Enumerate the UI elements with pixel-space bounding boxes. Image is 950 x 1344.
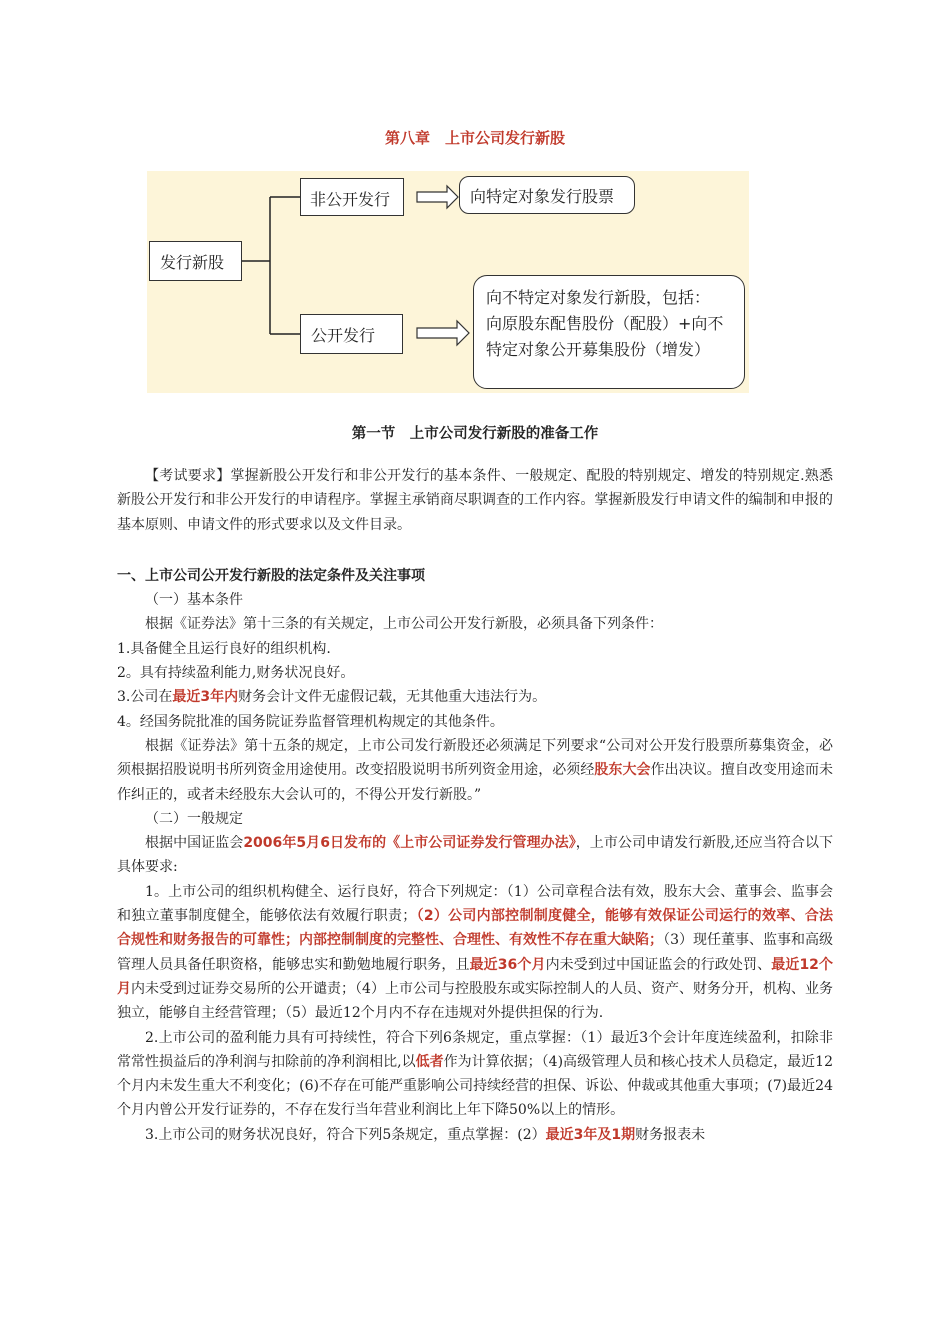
private-result-label: 向特定对象发行股票 xyxy=(470,187,615,206)
general-item-1-d: 内未受到过证券交易所的公开谴责；（4）上市公司与控股股东或实际控制人的人员、资产、财务分开，机构、业务独立，能够自主经营管理；（5）最近12个月内不存在违规对外提供担保的行为. xyxy=(117,980,834,1022)
article-15-b: 作出决议。擅自改变用途而未作纠正的，或者未经股东大会认可的，不得公开发行新股。” xyxy=(117,762,834,803)
condition-4: 4。经国务院批准的国务院证券监督管理机构规定的其他条件。 xyxy=(117,713,504,730)
general-intro xyxy=(117,831,833,880)
chapter-title: 第八章 上市公司发行新股 xyxy=(384,129,565,147)
article-15-highlight: 股东大会 xyxy=(594,762,651,779)
public-result-box xyxy=(473,275,745,389)
subheading-basic: （一）基本条件 xyxy=(145,592,243,609)
condition-3 xyxy=(117,685,833,709)
general-intro-highlight: 2006年5月6日发布的《上市公司证券发行管理办法》 xyxy=(243,835,576,852)
public-label: 公开发行 xyxy=(311,326,376,345)
general-item-1-b: （3）现任董事、监事和高级管理人员具备任职资格，能够忠实和勤勉地履行职务，且 xyxy=(117,932,833,973)
general-intro-a: 根据中国证监会 xyxy=(145,835,244,852)
body-text xyxy=(117,464,833,1147)
general-item-3-a: 3.上市公司的财务状况良好，符合下列5条规定，重点掌握：(2） xyxy=(145,1126,546,1143)
general-item-1-highlight-2: 最近36个月 xyxy=(469,956,546,973)
private-box xyxy=(300,178,404,216)
condition-3-b: 财务会计文件无虚假记载，无其他重大违法行为。 xyxy=(238,689,547,706)
public-result-line-2: 向原股东配售股份（配股）+向不 xyxy=(486,314,724,333)
general-item-3-b: 财务报表未 xyxy=(635,1126,706,1143)
exam-requirement: 【考试要求】掌握新股公开发行和非公开发行的基本条件、一般规定、配股的特别规定、增发的特别规定.熟悉新股公开发行和非公开发行的申请程序。掌握主承销商尽职调查的工作内容。掌握新股发行申请文件的编制和申报的基本原则、申请文件的形式要求以及文件目录。 xyxy=(117,468,833,533)
general-item-3 xyxy=(117,1123,833,1147)
condition-1: 1.具备健全且运行良好的组织机构. xyxy=(117,640,331,657)
general-item-1-c: 内未受到过中国证监会的行政处罚、 xyxy=(545,956,772,973)
condition-2: 2。具有持续盈利能力,财务状况良好。 xyxy=(117,665,355,682)
public-result-line-3: 特定对象公开募集股份（增发） xyxy=(486,340,711,359)
article-15 xyxy=(117,734,833,807)
subheading-general: （二）一般规定 xyxy=(145,810,243,827)
arrow-public xyxy=(417,321,469,345)
general-item-2-b: 作为计算依据；（4)高级管理人员和核心技术人员稳定，最近12个月内未发生重大不利变化；(6)不存在可能严重影响公司持续经营的担保、诉讼、仲裁或其他重大事项；(7)最近24个月内曾公开发行证券的，不存在发行当年营业利润比上年下降50%以上的情形。 xyxy=(117,1053,833,1119)
public-result-line-1: 向不特定对象发行新股，包括： xyxy=(486,288,711,307)
heading-legal-conditions: 一、上市公司公开发行新股的法定条件及关注事项 xyxy=(117,567,425,584)
general-item-3-highlight: 最近3年及1期 xyxy=(545,1126,636,1143)
private-label: 非公开发行 xyxy=(310,190,391,209)
general-item-2 xyxy=(117,1026,833,1123)
general-item-1-a: 1。上市公司的组织机构健全、运行良好，符合下列规定：（1）公司章程合法有效，股东大会、董事会、监事会和独立董事制度健全，能够依法有效履行职责； xyxy=(117,883,833,925)
general-item-1-highlight-1: （2）公司内部控制制度健全，能够有效保证公司运行的效率、合法合规性和财务报告的可靠性；内部控制制度的完整性、合理性、有效性不存在重大缺陷； xyxy=(117,908,834,949)
section-title: 第一节 上市公司发行新股的准备工作 xyxy=(351,426,599,442)
root-label: 发行新股 xyxy=(160,253,225,272)
general-item-2-a: 2.上市公司的盈利能力具有可持续性，符合下列6条规定，重点掌握：（1）最近3个会计年度连续盈利，扣除非常常性损益后的净利润与扣除前的净利润相比,以 xyxy=(117,1029,833,1070)
general-item-1 xyxy=(117,880,833,1026)
condition-3-a: 3.公司在 xyxy=(117,689,173,706)
basic-intro: 根据《证券法》第十三条的有关规定，上市公司公开发行新股，必须具备下列条件： xyxy=(145,616,663,633)
condition-3-highlight: 最近3年内 xyxy=(172,689,239,706)
issuance-diagram xyxy=(147,171,749,393)
general-intro-b: ，上市公司申请发行新股,还应当符合以下具体要求: xyxy=(117,835,834,876)
private-result-box xyxy=(459,176,635,214)
arrow-private xyxy=(417,186,458,208)
public-box xyxy=(300,314,403,354)
article-15-a: 根据《证券法》第十五条的规定，上市公司发行新股还必须满足下列要求“公司对公开发行股票所募集资金，必须根据招股说明书所列资金用途使用。改变招股说明书所列资金用途，必须经 xyxy=(117,737,833,779)
general-item-1-highlight-3: 最近12个月 xyxy=(117,956,834,997)
general-item-2-highlight: 低者 xyxy=(415,1053,444,1070)
root-box xyxy=(149,241,242,281)
